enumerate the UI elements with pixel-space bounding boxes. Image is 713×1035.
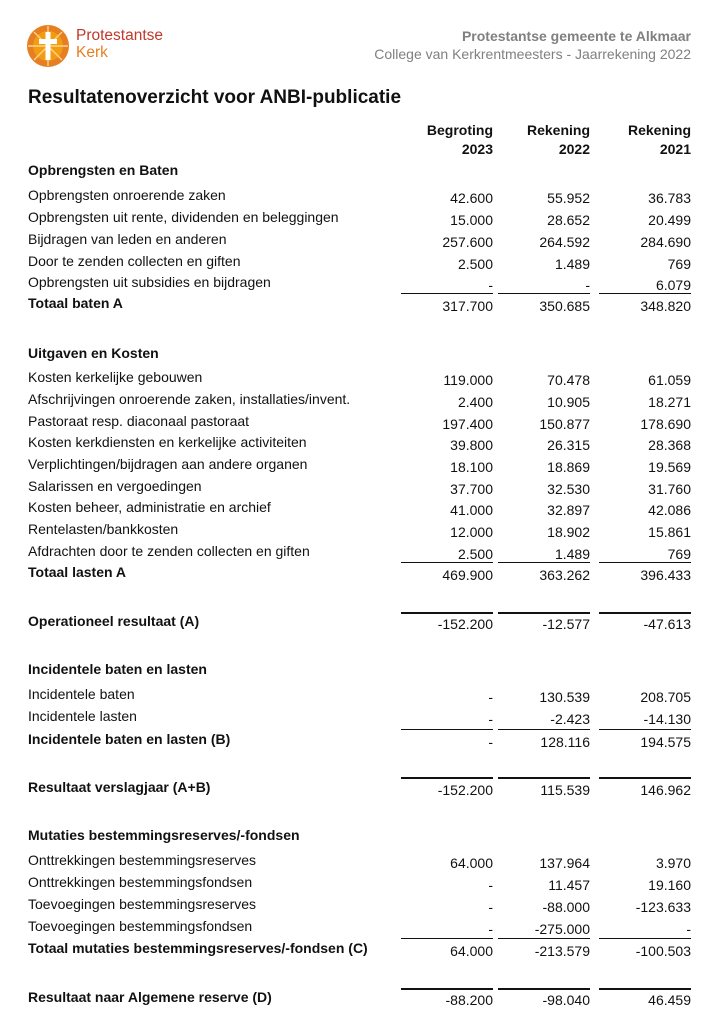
row-value-begroting-2023: - (488, 921, 493, 937)
organization-name: Protestantse gemeente te Alkmaar (461, 28, 691, 44)
row-value-rekening-2022: 10.905 (547, 394, 590, 410)
document-header (374, 27, 691, 63)
row-label: Afdrachten door te zenden collecten en giften (28, 543, 310, 559)
double-rule (401, 777, 493, 779)
subtotal-rule (599, 562, 691, 563)
row-value-rekening-2021: 208.705 (640, 689, 691, 705)
row-label: Toevoegingen bestemmingsfondsen (28, 918, 253, 934)
row-value-begroting-2023: 37.700 (450, 481, 493, 497)
row-value-begroting-2023: 15.000 (450, 212, 493, 228)
row-label: Opbrengsten onroerende zaken (28, 187, 226, 203)
row-label: Pastoraat resp. diaconaal pastoraat (28, 413, 250, 429)
row-label: Incidentele baten en lasten (B) (28, 731, 231, 747)
row-value-rekening-2022: 1.489 (554, 546, 590, 562)
row-value-begroting-2023: 42.600 (450, 190, 493, 206)
row-value-begroting-2023: 257.600 (442, 234, 493, 250)
table-row (28, 852, 693, 872)
row-label: Onttrekkingen bestemmingsreserves (28, 852, 256, 868)
subtotal-rule (599, 729, 691, 730)
row-value-begroting-2023: - (488, 734, 493, 750)
row-value-begroting-2023: 41.000 (450, 502, 493, 518)
section-header (28, 661, 693, 681)
row-value-rekening-2021: 396.433 (640, 567, 691, 583)
table-row (28, 874, 693, 894)
row-value-begroting-2023: - (488, 711, 493, 727)
row-label: Onttrekkingen bestemmingsfondsen (28, 874, 253, 890)
row-value-rekening-2021: 42.086 (648, 502, 691, 518)
row-label: Resultaat verslagjaar (A+B) (28, 779, 211, 795)
row-label: Incidentele baten (28, 686, 135, 702)
subtotal-rule (599, 293, 691, 294)
table-row (28, 413, 693, 433)
double-rule (599, 777, 691, 779)
row-value-rekening-2022: 264.592 (539, 234, 590, 250)
subtotal-rule (498, 938, 590, 939)
double-rule (599, 612, 691, 614)
row-value-rekening-2022: 11.457 (548, 877, 590, 893)
row-value-rekening-2022: 130.539 (539, 689, 590, 705)
total-row (28, 989, 693, 1009)
row-value-rekening-2021: 19.569 (648, 459, 691, 475)
table-row (28, 543, 693, 563)
row-value-rekening-2021: 18.271 (648, 394, 691, 410)
column-header-rekening-2021: Rekening 2021 (627, 122, 691, 157)
row-value-rekening-2021: - (686, 921, 691, 937)
row-value-begroting-2023: - (488, 877, 493, 893)
double-rule (401, 988, 493, 990)
row-value-rekening-2022: - (585, 277, 590, 293)
row-value-begroting-2023: 64.000 (450, 855, 493, 871)
row-label: Resultaat naar Algemene reserve (D) (28, 989, 272, 1005)
row-value-rekening-2021: 178.690 (640, 416, 691, 432)
row-value-rekening-2021: 769 (667, 546, 691, 562)
row-label: Salarissen en vergoedingen (28, 478, 202, 494)
total-row (28, 564, 693, 584)
double-rule (401, 612, 493, 614)
column-header-begroting-2023: Begroting 2023 (426, 122, 493, 157)
row-value-begroting-2023: -152.200 (437, 782, 493, 798)
table-row (28, 231, 693, 251)
brand-line-2: Kerk (76, 44, 108, 61)
row-value-begroting-2023: 12.000 (450, 524, 493, 540)
row-value-rekening-2022: -275.000 (534, 921, 590, 937)
row-value-rekening-2022: 55.952 (547, 190, 590, 206)
table-row (28, 434, 693, 454)
table-row (28, 499, 693, 519)
column-header-rekening-2022: Rekening 2022 (526, 122, 590, 157)
row-value-rekening-2022: -98.040 (542, 992, 590, 1008)
row-value-begroting-2023: 2.500 (457, 546, 493, 562)
row-value-rekening-2021: 284.690 (640, 234, 691, 250)
row-value-begroting-2023: 2.400 (457, 394, 493, 410)
row-value-rekening-2022: -2.423 (550, 711, 590, 727)
row-value-rekening-2022: 128.116 (540, 734, 590, 750)
row-value-rekening-2021: 194.575 (640, 734, 691, 750)
row-value-rekening-2022: 18.902 (547, 524, 590, 540)
row-value-begroting-2023: 2.500 (457, 256, 493, 272)
row-label: Mutaties bestemmingsreserves/-fondsen (28, 827, 300, 843)
subtotal-rule (401, 938, 493, 939)
subtotal-rule (498, 729, 590, 730)
brand-line-1: Protestantse (76, 27, 164, 44)
row-value-rekening-2022: -12.577 (542, 616, 590, 632)
row-value-begroting-2023: -152.200 (437, 616, 493, 632)
row-value-rekening-2021: -14.130 (643, 711, 691, 727)
row-label: Opbrengsten uit rente, dividenden en beleggingen (28, 209, 339, 225)
double-rule (498, 988, 590, 990)
document-subtitle: College van Kerkrentmeesters - Jaarrekening 2022 (374, 46, 691, 62)
subtotal-rule (401, 729, 493, 730)
row-value-rekening-2021: -47.613 (643, 616, 691, 632)
row-value-begroting-2023: - (488, 277, 493, 293)
subtotal-rule (599, 938, 691, 939)
subtotal-rule (498, 562, 590, 563)
row-label: Kosten kerkdiensten en kerkelijke activiteiten (28, 434, 307, 450)
row-value-begroting-2023: - (488, 899, 493, 915)
row-value-rekening-2022: 18.869 (547, 459, 590, 475)
row-value-begroting-2023: 64.000 (450, 943, 493, 959)
table-row (28, 521, 693, 541)
table-row (28, 369, 693, 389)
row-value-rekening-2022: 70.478 (547, 372, 590, 388)
row-value-rekening-2021: 6.079 (655, 277, 691, 293)
row-value-rekening-2022: 32.530 (547, 481, 590, 497)
row-value-rekening-2021: 15.861 (648, 524, 691, 540)
row-value-rekening-2021: 769 (667, 256, 691, 272)
total-row (28, 779, 693, 799)
row-value-rekening-2022: 1.489 (554, 256, 590, 272)
row-value-rekening-2022: -88.000 (542, 899, 590, 915)
double-rule (498, 612, 590, 614)
row-label: Opbrengsten uit subsidies en bijdragen (28, 274, 271, 290)
total-row (28, 613, 693, 633)
table-row (28, 274, 693, 294)
row-label: Totaal baten A (28, 295, 123, 311)
table-row (28, 456, 693, 476)
table-row (28, 686, 693, 706)
row-value-rekening-2021: 3.970 (655, 855, 691, 871)
row-value-rekening-2021: -100.503 (635, 943, 691, 959)
row-label: Uitgaven en Kosten (28, 345, 159, 361)
row-value-rekening-2022: 115.539 (540, 782, 590, 798)
row-label: Operationeel resultaat (A) (28, 613, 200, 629)
row-value-rekening-2021: -123.633 (635, 899, 691, 915)
table-row (28, 896, 693, 916)
table-row (28, 253, 693, 273)
row-value-rekening-2021: 46.459 (648, 992, 691, 1008)
page-title: Resultatenoverzicht voor ANBI-publicatie (28, 87, 402, 108)
row-value-rekening-2022: 350.685 (539, 298, 590, 314)
row-label: Toevoegingen bestemmingsreserves (28, 896, 257, 912)
row-label: Rentelasten/bankkosten (28, 521, 179, 537)
row-value-rekening-2022: 28.652 (547, 212, 590, 228)
row-value-rekening-2022: -213.579 (534, 943, 590, 959)
row-value-rekening-2021: 19.160 (648, 877, 691, 893)
row-value-begroting-2023: -88.200 (445, 992, 493, 1008)
row-label: Bijdragen van leden en anderen (28, 231, 227, 247)
subtotal-rule (401, 562, 493, 563)
table-row (28, 391, 693, 411)
row-value-begroting-2023: 119.000 (443, 372, 493, 388)
subtotal-rule (498, 293, 590, 294)
row-value-begroting-2023: 39.800 (450, 437, 493, 453)
row-label: Opbrengsten en Baten (28, 162, 179, 178)
row-value-rekening-2021: 36.783 (648, 190, 691, 206)
row-value-rekening-2021: 20.499 (648, 212, 691, 228)
row-value-rekening-2021: 348.820 (640, 298, 691, 314)
table-row (28, 708, 693, 728)
section-header (28, 162, 693, 182)
row-value-rekening-2021: 28.368 (648, 437, 691, 453)
row-value-rekening-2021: 61.059 (648, 372, 691, 388)
row-label: Kosten kerkelijke gebouwen (28, 369, 203, 385)
row-label: Afschrijvingen onroerende zaken, installaties/invent. (28, 391, 351, 407)
row-value-rekening-2022: 363.262 (539, 567, 590, 583)
subtotal-rule (401, 293, 493, 294)
row-value-rekening-2021: 31.760 (648, 481, 691, 497)
table-row (28, 209, 693, 229)
section-header (28, 827, 693, 847)
row-value-rekening-2022: 137.964 (539, 855, 590, 871)
protestantse-kerk-logo (26, 24, 70, 68)
row-label: Incidentele baten en lasten (28, 661, 207, 677)
row-value-begroting-2023: 18.100 (450, 459, 493, 475)
table-row (28, 187, 693, 207)
row-value-rekening-2022: 32.897 (547, 502, 590, 518)
double-rule (498, 777, 590, 779)
row-label: Verplichtingen/bijdragen aan andere organen (28, 456, 308, 472)
row-value-rekening-2022: 150.877 (539, 416, 590, 432)
row-value-begroting-2023: 469.900 (442, 567, 493, 583)
total-row (28, 731, 693, 751)
row-value-begroting-2023: 197.400 (442, 416, 493, 432)
row-value-begroting-2023: - (488, 689, 493, 705)
row-label: Incidentele lasten (28, 708, 137, 724)
double-rule (599, 988, 691, 990)
row-value-begroting-2023: 317.700 (442, 298, 493, 314)
section-header (28, 345, 693, 365)
table-row (28, 918, 693, 938)
total-row (28, 940, 693, 960)
table-row (28, 478, 693, 498)
total-row (28, 295, 693, 315)
row-value-rekening-2021: 146.962 (640, 782, 691, 798)
row-label: Totaal lasten A (28, 564, 127, 580)
row-label: Door te zenden collecten en giften (28, 253, 241, 269)
brand-name (76, 27, 163, 61)
row-value-rekening-2022: 26.315 (547, 437, 590, 453)
row-label: Totaal mutaties bestemmingsreserves/-fondsen (C) (28, 940, 368, 956)
row-label: Kosten beheer, administratie en archief (28, 499, 271, 515)
